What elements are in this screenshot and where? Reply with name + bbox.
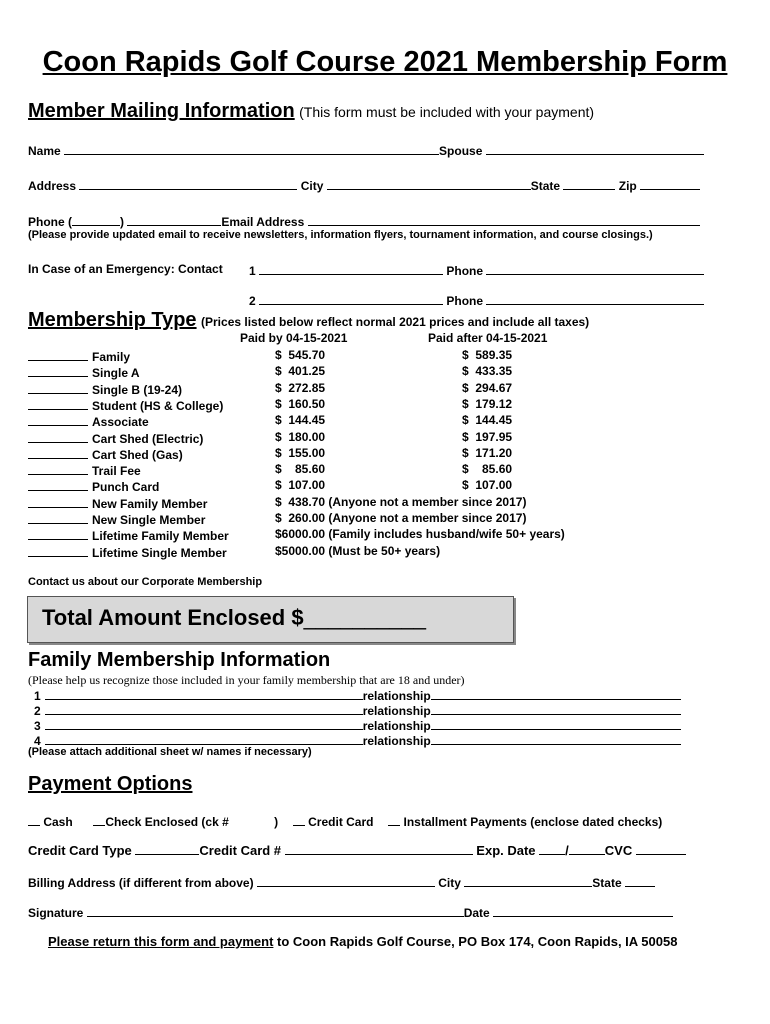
contact-2-row — [249, 292, 704, 308]
relationship-label: relationship — [362, 689, 431, 703]
payment-options-row — [28, 813, 662, 829]
exp-label: Exp. Date — [476, 843, 536, 858]
cvc-field[interactable] — [636, 842, 686, 855]
price-before: $ 107.00 — [275, 478, 326, 493]
cash-label: Cash — [43, 815, 73, 829]
contact-2-number: 2 — [249, 294, 256, 308]
state-field[interactable] — [563, 177, 615, 190]
phone-field[interactable] — [127, 213, 221, 226]
emergency-label: In Case of an Emergency: Contact — [28, 262, 223, 276]
price-after: $ 294.67 — [462, 380, 513, 395]
installment-checkbox[interactable] — [388, 813, 400, 826]
credit-checkbox[interactable] — [293, 813, 305, 826]
relationship-field[interactable] — [431, 687, 681, 700]
membership-row — [28, 397, 223, 413]
phone-paren: ) — [120, 215, 124, 229]
phone-area-field[interactable] — [72, 213, 120, 226]
mailing-heading-row — [28, 100, 594, 123]
membership-row — [28, 544, 227, 560]
membership-row — [28, 348, 130, 364]
family-row — [34, 717, 681, 733]
membership-label: New Single Member — [92, 513, 206, 527]
total-row — [42, 605, 426, 631]
mailing-heading: Member Mailing Information — [28, 100, 295, 122]
price-before: $ 438.70 (Anyone not a member since 2017) — [275, 494, 527, 509]
corporate-note: Contact us about our Corporate Membership — [28, 576, 263, 588]
contact-2-phone-label: Phone — [446, 294, 484, 308]
contact-1-field[interactable] — [259, 262, 443, 275]
price-after: $ 85.60 — [462, 462, 513, 477]
name-label: Name — [28, 144, 61, 158]
membership-label: Associate — [92, 415, 149, 430]
family-name-field[interactable] — [45, 687, 363, 700]
total-label: Total Amount Enclosed $ — [42, 605, 304, 630]
billing-city-label: City — [438, 876, 461, 890]
col-after-header: Paid after 04-15-2021 — [428, 331, 548, 345]
cc-type-field[interactable] — [135, 842, 199, 855]
family-heading: Family Membership Information — [28, 649, 331, 671]
signature-row — [28, 904, 673, 920]
membership-label: Single B (19-24) — [92, 382, 183, 397]
address-field[interactable] — [79, 177, 297, 190]
membership-row — [28, 446, 183, 462]
cash-checkbox[interactable] — [28, 813, 40, 826]
relationship-label: relationship — [362, 734, 431, 748]
attach-note: (Please attach additional sheet w/ names if necessary) — [28, 746, 312, 758]
price-after: $ 107.00 — [462, 478, 513, 493]
price-before: $ 155.00 — [275, 445, 326, 460]
price-before: $ 85.60 — [275, 462, 326, 477]
membership-select-field[interactable] — [28, 397, 88, 410]
contact-1-row — [249, 262, 704, 278]
membership-label: Punch Card — [92, 480, 160, 495]
membership-label: Student (HS & College) — [92, 398, 224, 413]
membership-row — [28, 430, 203, 446]
zip-field[interactable] — [640, 177, 700, 190]
name-field[interactable] — [64, 142, 439, 155]
billing-field[interactable] — [257, 874, 435, 887]
membership-row — [28, 413, 149, 429]
relationship-label: relationship — [362, 719, 431, 733]
name-row — [28, 142, 704, 158]
membership-select-field[interactable] — [28, 462, 88, 475]
membership-row — [28, 364, 140, 380]
family-row-number: 4 — [34, 734, 41, 748]
membership-select-field[interactable] — [28, 413, 88, 426]
exp-month-field[interactable] — [539, 842, 565, 855]
footer — [48, 934, 677, 949]
price-before: $ 144.45 — [275, 413, 326, 428]
spouse-label: Spouse — [439, 144, 483, 158]
installment-label: Installment Payments (enclose dated checks) — [403, 815, 663, 829]
family-row — [34, 702, 681, 718]
email-note: (Please provide updated email to receive newsletters, information flyers, tournament information, and course closings.) — [28, 229, 653, 241]
family-row-number: 1 — [34, 689, 41, 703]
price-after: $ 171.20 — [462, 445, 513, 460]
price-before: $ 180.00 — [275, 429, 326, 444]
membership-select-field[interactable] — [28, 544, 88, 557]
membership-heading: Membership Type — [28, 309, 197, 331]
membership-select-field[interactable] — [28, 381, 88, 394]
membership-row — [28, 381, 182, 397]
price-before: $ 160.50 — [275, 396, 326, 411]
check-label: Check Enclosed (ck # — [105, 815, 229, 829]
cvc-label: CVC — [604, 843, 633, 858]
billing-label: Billing Address (if different from above) — [28, 876, 254, 890]
email-label: Email Address — [221, 215, 305, 229]
total-box — [27, 596, 514, 643]
col-before-header: Paid by 04-15-2021 — [240, 331, 348, 345]
membership-row — [28, 511, 205, 527]
price-before: $5000.00 (Must be 50+ years) — [275, 543, 441, 558]
email-field[interactable] — [308, 213, 700, 226]
cc-type-label: Credit Card Type — [28, 843, 132, 858]
address-label: Address — [28, 179, 77, 193]
membership-label: Trail Fee — [92, 464, 141, 479]
contact-2-phone-field[interactable] — [486, 292, 704, 305]
membership-row — [28, 462, 141, 478]
family-name-field[interactable] — [45, 732, 363, 745]
membership-select-field[interactable] — [28, 527, 88, 540]
city-field[interactable] — [327, 177, 531, 190]
cc-number-label: Credit Card # — [199, 843, 282, 858]
price-after: $ 197.95 — [462, 429, 513, 444]
check-checkbox[interactable] — [93, 813, 105, 826]
price-before: $ 272.85 — [275, 380, 326, 395]
billing-city-field[interactable] — [464, 874, 592, 887]
contact-1-phone-label: Phone — [446, 264, 484, 278]
membership-heading-row — [28, 309, 589, 332]
price-after: $ 433.35 — [462, 364, 513, 379]
family-row-number: 2 — [34, 704, 41, 718]
price-after: $ 589.35 — [462, 348, 513, 362]
membership-label: New Family Member — [92, 496, 208, 511]
credit-card-row — [28, 842, 686, 858]
billing-state-label: State — [592, 876, 622, 890]
family-name-field[interactable] — [45, 717, 363, 730]
phone-label: Phone ( — [28, 215, 72, 229]
phone-row — [28, 213, 700, 229]
exp-slash: / — [565, 843, 569, 858]
membership-label: Family — [92, 350, 131, 364]
footer-address: to Coon Rapids Golf Course, PO Box 174, Coon Rapids, IA 50058 — [273, 934, 678, 949]
family-row-number: 3 — [34, 719, 41, 733]
signature-label: Signature — [28, 906, 84, 920]
membership-select-field[interactable] — [28, 348, 88, 361]
date-field[interactable] — [493, 904, 673, 917]
credit-label: Credit Card — [308, 815, 374, 829]
membership-row — [28, 527, 229, 543]
membership-select-field[interactable] — [28, 430, 88, 443]
date-label: Date — [463, 906, 490, 920]
membership-label: Lifetime Family Member — [92, 529, 229, 544]
relationship-field[interactable] — [431, 717, 681, 730]
membership-select-field[interactable] — [28, 446, 88, 459]
payment-heading: Payment Options — [28, 773, 193, 795]
contact-1-number: 1 — [249, 264, 256, 278]
family-note: (Please help us recognize those included in your family membership that are 18 and under) — [28, 673, 465, 687]
relationship-field[interactable] — [431, 732, 681, 745]
price-before: $6000.00 (Family includes husband/wife 50+ years) — [275, 527, 565, 542]
membership-label: Single A — [92, 366, 140, 381]
membership-label: Cart Shed (Electric) — [92, 431, 204, 446]
membership-label: Lifetime Single Member — [92, 545, 227, 560]
state-label: State — [530, 179, 561, 193]
price-before: $ 260.00 (Anyone not a member since 2017) — [275, 511, 527, 525]
cc-number-field[interactable] — [285, 842, 473, 855]
price-after: $ 144.45 — [462, 413, 513, 428]
membership-select-field[interactable] — [28, 495, 88, 508]
membership-row — [28, 478, 159, 494]
contact-1-phone-field[interactable] — [486, 262, 704, 275]
membership-select-field[interactable] — [28, 364, 88, 377]
contact-2-field[interactable] — [259, 292, 443, 305]
membership-select-field[interactable] — [28, 478, 88, 491]
family-row — [34, 687, 681, 703]
billing-state-field[interactable] — [625, 874, 655, 887]
price-before: $ 545.70 — [275, 348, 326, 362]
city-label: City — [300, 179, 324, 193]
form-title: Coon Rapids Golf Course 2021 Membership Form — [42, 46, 728, 78]
mailing-note: (This form must be included with your payment) — [299, 104, 595, 120]
relationship-label: relationship — [362, 704, 431, 718]
footer-return-note: Please return this form and payment — [48, 934, 274, 949]
check-paren: ) — [274, 815, 279, 829]
spouse-field[interactable] — [486, 142, 704, 155]
price-before: $ 401.25 — [275, 364, 326, 379]
billing-row — [28, 874, 655, 890]
membership-row — [28, 495, 207, 511]
address-row — [28, 177, 700, 193]
membership-select-field[interactable] — [28, 511, 88, 524]
exp-year-field[interactable] — [569, 842, 605, 855]
zip-label: Zip — [618, 179, 637, 193]
family-name-field[interactable] — [45, 702, 363, 715]
signature-field[interactable] — [87, 904, 464, 917]
relationship-field[interactable] — [431, 702, 681, 715]
price-after: $ 179.12 — [462, 396, 513, 411]
membership-label: Cart Shed (Gas) — [92, 447, 183, 462]
membership-note: (Prices listed below reflect normal 2021 prices and include all taxes) — [201, 315, 590, 329]
total-field[interactable]: __________ — [303, 605, 426, 630]
